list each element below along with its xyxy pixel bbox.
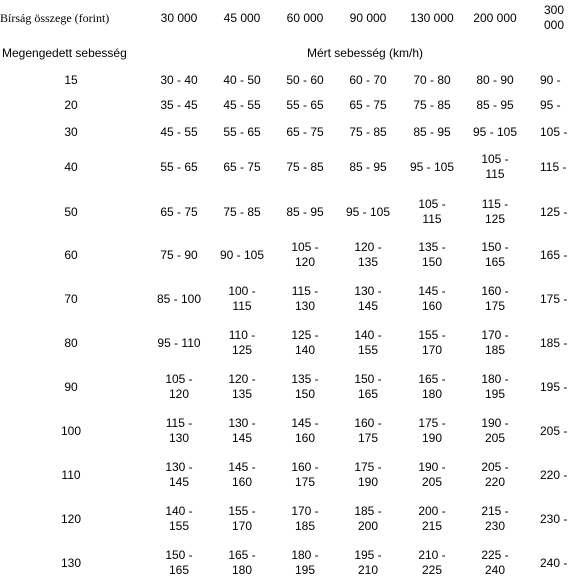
speed-range-cell: 180 - 195 xyxy=(291,548,319,577)
speed-range-cell: 65 - 75 xyxy=(160,205,198,219)
speed-range-cell: 65 - 75 xyxy=(286,125,324,139)
speed-range-cell: 165 - 180 xyxy=(418,372,446,401)
speed-range-cell: 55 - 65 xyxy=(223,125,261,139)
speed-range-cell: 75 - 85 xyxy=(413,98,451,112)
speed-range-cell: 215 - 230 xyxy=(481,504,509,533)
speed-range-cell: 145 - 160 xyxy=(228,460,256,489)
speed-limit-cell: 30 xyxy=(64,125,78,139)
speed-limit-cell: 100 xyxy=(60,424,82,438)
speed-limit-cell: 50 xyxy=(64,205,78,219)
speed-range-cell: 50 - 60 xyxy=(286,73,324,87)
speed-range-cell: 115 - 130 xyxy=(291,284,319,313)
speed-range-cell: 75 - 85 xyxy=(349,125,387,139)
speed-range-cell: 160 - 175 xyxy=(481,284,509,313)
speed-range-cell: 105 - 120 xyxy=(291,240,319,269)
speed-range-cell: 55 - 65 xyxy=(160,160,198,174)
speed-range-cell: 150 - 165 xyxy=(354,372,382,401)
fine-amount: 130 000 xyxy=(410,11,454,25)
speed-range-cell: 75 - 90 xyxy=(160,248,198,262)
speed-range-cell: 80 - 90 xyxy=(476,73,514,87)
speed-range-cell: 45 - 55 xyxy=(160,125,198,139)
speed-range-cell: 70 - 80 xyxy=(413,73,451,87)
speed-range-cell: 35 - 45 xyxy=(160,98,198,112)
speed-limit-cell: 40 xyxy=(64,160,78,174)
speed-range-cell: 205 - 220 xyxy=(481,460,509,489)
fine-amount: 300 000 xyxy=(543,3,565,32)
speed-range-cell: 160 - 175 xyxy=(291,460,319,489)
speed-range-cell: 170 - 185 xyxy=(291,504,319,533)
speed-range-cell: 75 - 85 xyxy=(286,160,324,174)
speed-range-cell: 165 - 180 xyxy=(228,548,256,577)
speed-limit-cell: 15 xyxy=(64,73,78,87)
fine-amount: 90 000 xyxy=(349,11,387,25)
speed-range-cell: 120 - 135 xyxy=(354,240,382,269)
speed-range-cell: 90 - 105 xyxy=(219,248,265,262)
speed-range-cell: 200 - 215 xyxy=(418,504,446,533)
speed-range-cell: 135 - 150 xyxy=(418,240,446,269)
speed-range-cell: 100 - 115 xyxy=(228,284,256,313)
fine-amount: 60 000 xyxy=(286,11,324,25)
speed-limit-cell: 60 xyxy=(64,248,78,262)
speed-range-cell: 195 - 210 xyxy=(354,548,382,577)
speed-range-cell: 220 - xyxy=(540,468,568,482)
speed-range-cell: 30 - 40 xyxy=(160,73,198,87)
speed-range-cell: 125 - 140 xyxy=(291,328,319,357)
speed-range-cell: 105 - 115 xyxy=(481,152,509,181)
speed-range-cell: 205 - xyxy=(540,424,568,438)
speed-limit-cell: 80 xyxy=(64,336,78,350)
speed-range-cell: 95 - 110 xyxy=(157,336,201,350)
speed-range-cell: 130 - 145 xyxy=(354,284,382,313)
speed-range-cell: 85 - 100 xyxy=(156,292,202,306)
speed-range-cell: 225 - 240 xyxy=(481,548,509,577)
speed-range-cell: 155 - 170 xyxy=(228,504,256,533)
speed-range-cell: 230 - xyxy=(540,512,568,526)
speed-range-cell: 140 - 155 xyxy=(165,504,193,533)
speed-range-cell: 155 - 170 xyxy=(418,328,446,357)
speed-range-cell: 185 - 200 xyxy=(354,504,382,533)
speed-range-cell: 185 - xyxy=(540,336,568,350)
speed-range-cell: 85 - 95 xyxy=(349,160,387,174)
speed-range-cell: 85 - 95 xyxy=(476,98,514,112)
speed-range-cell: 160 - 175 xyxy=(354,416,382,445)
speed-range-cell: 110 - 125 xyxy=(228,328,256,357)
speed-range-cell: 105 - 120 xyxy=(165,372,193,401)
speed-range-cell: 150 - 165 xyxy=(481,240,509,269)
speed-limit-cell: 120 xyxy=(60,512,82,526)
speed-range-cell: 105 - 115 xyxy=(418,197,446,226)
speed-range-cell: 65 - 75 xyxy=(349,98,387,112)
speed-range-cell: 90 - xyxy=(540,73,561,87)
speed-range-cell: 85 - 95 xyxy=(286,205,324,219)
speed-range-cell: 65 - 75 xyxy=(223,160,261,174)
speed-range-cell: 130 - 145 xyxy=(165,460,193,489)
speed-range-cell: 175 - 190 xyxy=(418,416,446,445)
speed-limit-cell: 130 xyxy=(60,556,82,570)
speed-range-cell: 95 - 105 xyxy=(409,160,455,174)
speed-range-cell: 75 - 85 xyxy=(223,205,261,219)
speed-range-cell: 55 - 65 xyxy=(286,98,324,112)
speed-limit-cell: 110 xyxy=(61,468,81,482)
fine-amount: 200 000 xyxy=(473,11,517,25)
speed-limit-cell: 20 xyxy=(64,98,78,112)
speed-range-cell: 145 - 160 xyxy=(418,284,446,313)
speed-range-cell: 170 - 185 xyxy=(481,328,509,357)
speed-range-cell: 120 - 135 xyxy=(228,372,256,401)
speed-range-cell: 115 - 125 xyxy=(481,197,509,226)
speed-limit-cell: 90 xyxy=(64,380,78,394)
speed-range-cell: 135 - 150 xyxy=(291,372,319,401)
speed-range-cell: 195 - xyxy=(540,380,568,394)
speed-range-cell: 130 - 145 xyxy=(228,416,256,445)
speed-range-cell: 165 - xyxy=(540,248,568,262)
speed-range-cell: 175 - 190 xyxy=(354,460,382,489)
fine-amount-label: Bírság összege (forint) xyxy=(0,11,110,25)
speed-range-cell: 115 - xyxy=(540,160,567,174)
speed-range-cell: 145 - 160 xyxy=(291,416,319,445)
speed-range-cell: 210 - 225 xyxy=(418,548,446,577)
speed-range-cell: 105 - xyxy=(540,125,568,139)
speed-range-cell: 190 - 205 xyxy=(418,460,446,489)
speed-range-cell: 95 - 105 xyxy=(345,205,391,219)
speed-range-cell: 45 - 55 xyxy=(223,98,261,112)
speed-range-cell: 190 - 205 xyxy=(481,416,509,445)
speed-range-cell: 175 - xyxy=(540,292,568,306)
speed-range-cell: 150 - 165 xyxy=(165,548,193,577)
fine-amount: 30 000 xyxy=(160,11,198,25)
speed-range-cell: 85 - 95 xyxy=(413,125,451,139)
speed-range-cell: 125 - xyxy=(540,205,568,219)
speed-range-cell: 95 - 105 xyxy=(472,125,518,139)
measured-speed-label: Mért sebesség (km/h) xyxy=(306,46,424,60)
speed-range-cell: 115 - 130 xyxy=(165,416,193,445)
speed-range-cell: 240 - xyxy=(540,556,568,570)
speed-range-cell: 60 - 70 xyxy=(349,73,387,87)
speed-range-cell: 180 - 195 xyxy=(481,372,509,401)
speed-limit-cell: 70 xyxy=(64,292,78,306)
speed-range-cell: 95 - xyxy=(540,98,561,112)
speed-range-cell: 40 - 50 xyxy=(223,73,261,87)
speed-limit-label: Megengedett sebesség xyxy=(2,46,127,60)
speed-range-cell: 140 - 155 xyxy=(354,328,382,357)
fine-amount: 45 000 xyxy=(223,11,261,25)
